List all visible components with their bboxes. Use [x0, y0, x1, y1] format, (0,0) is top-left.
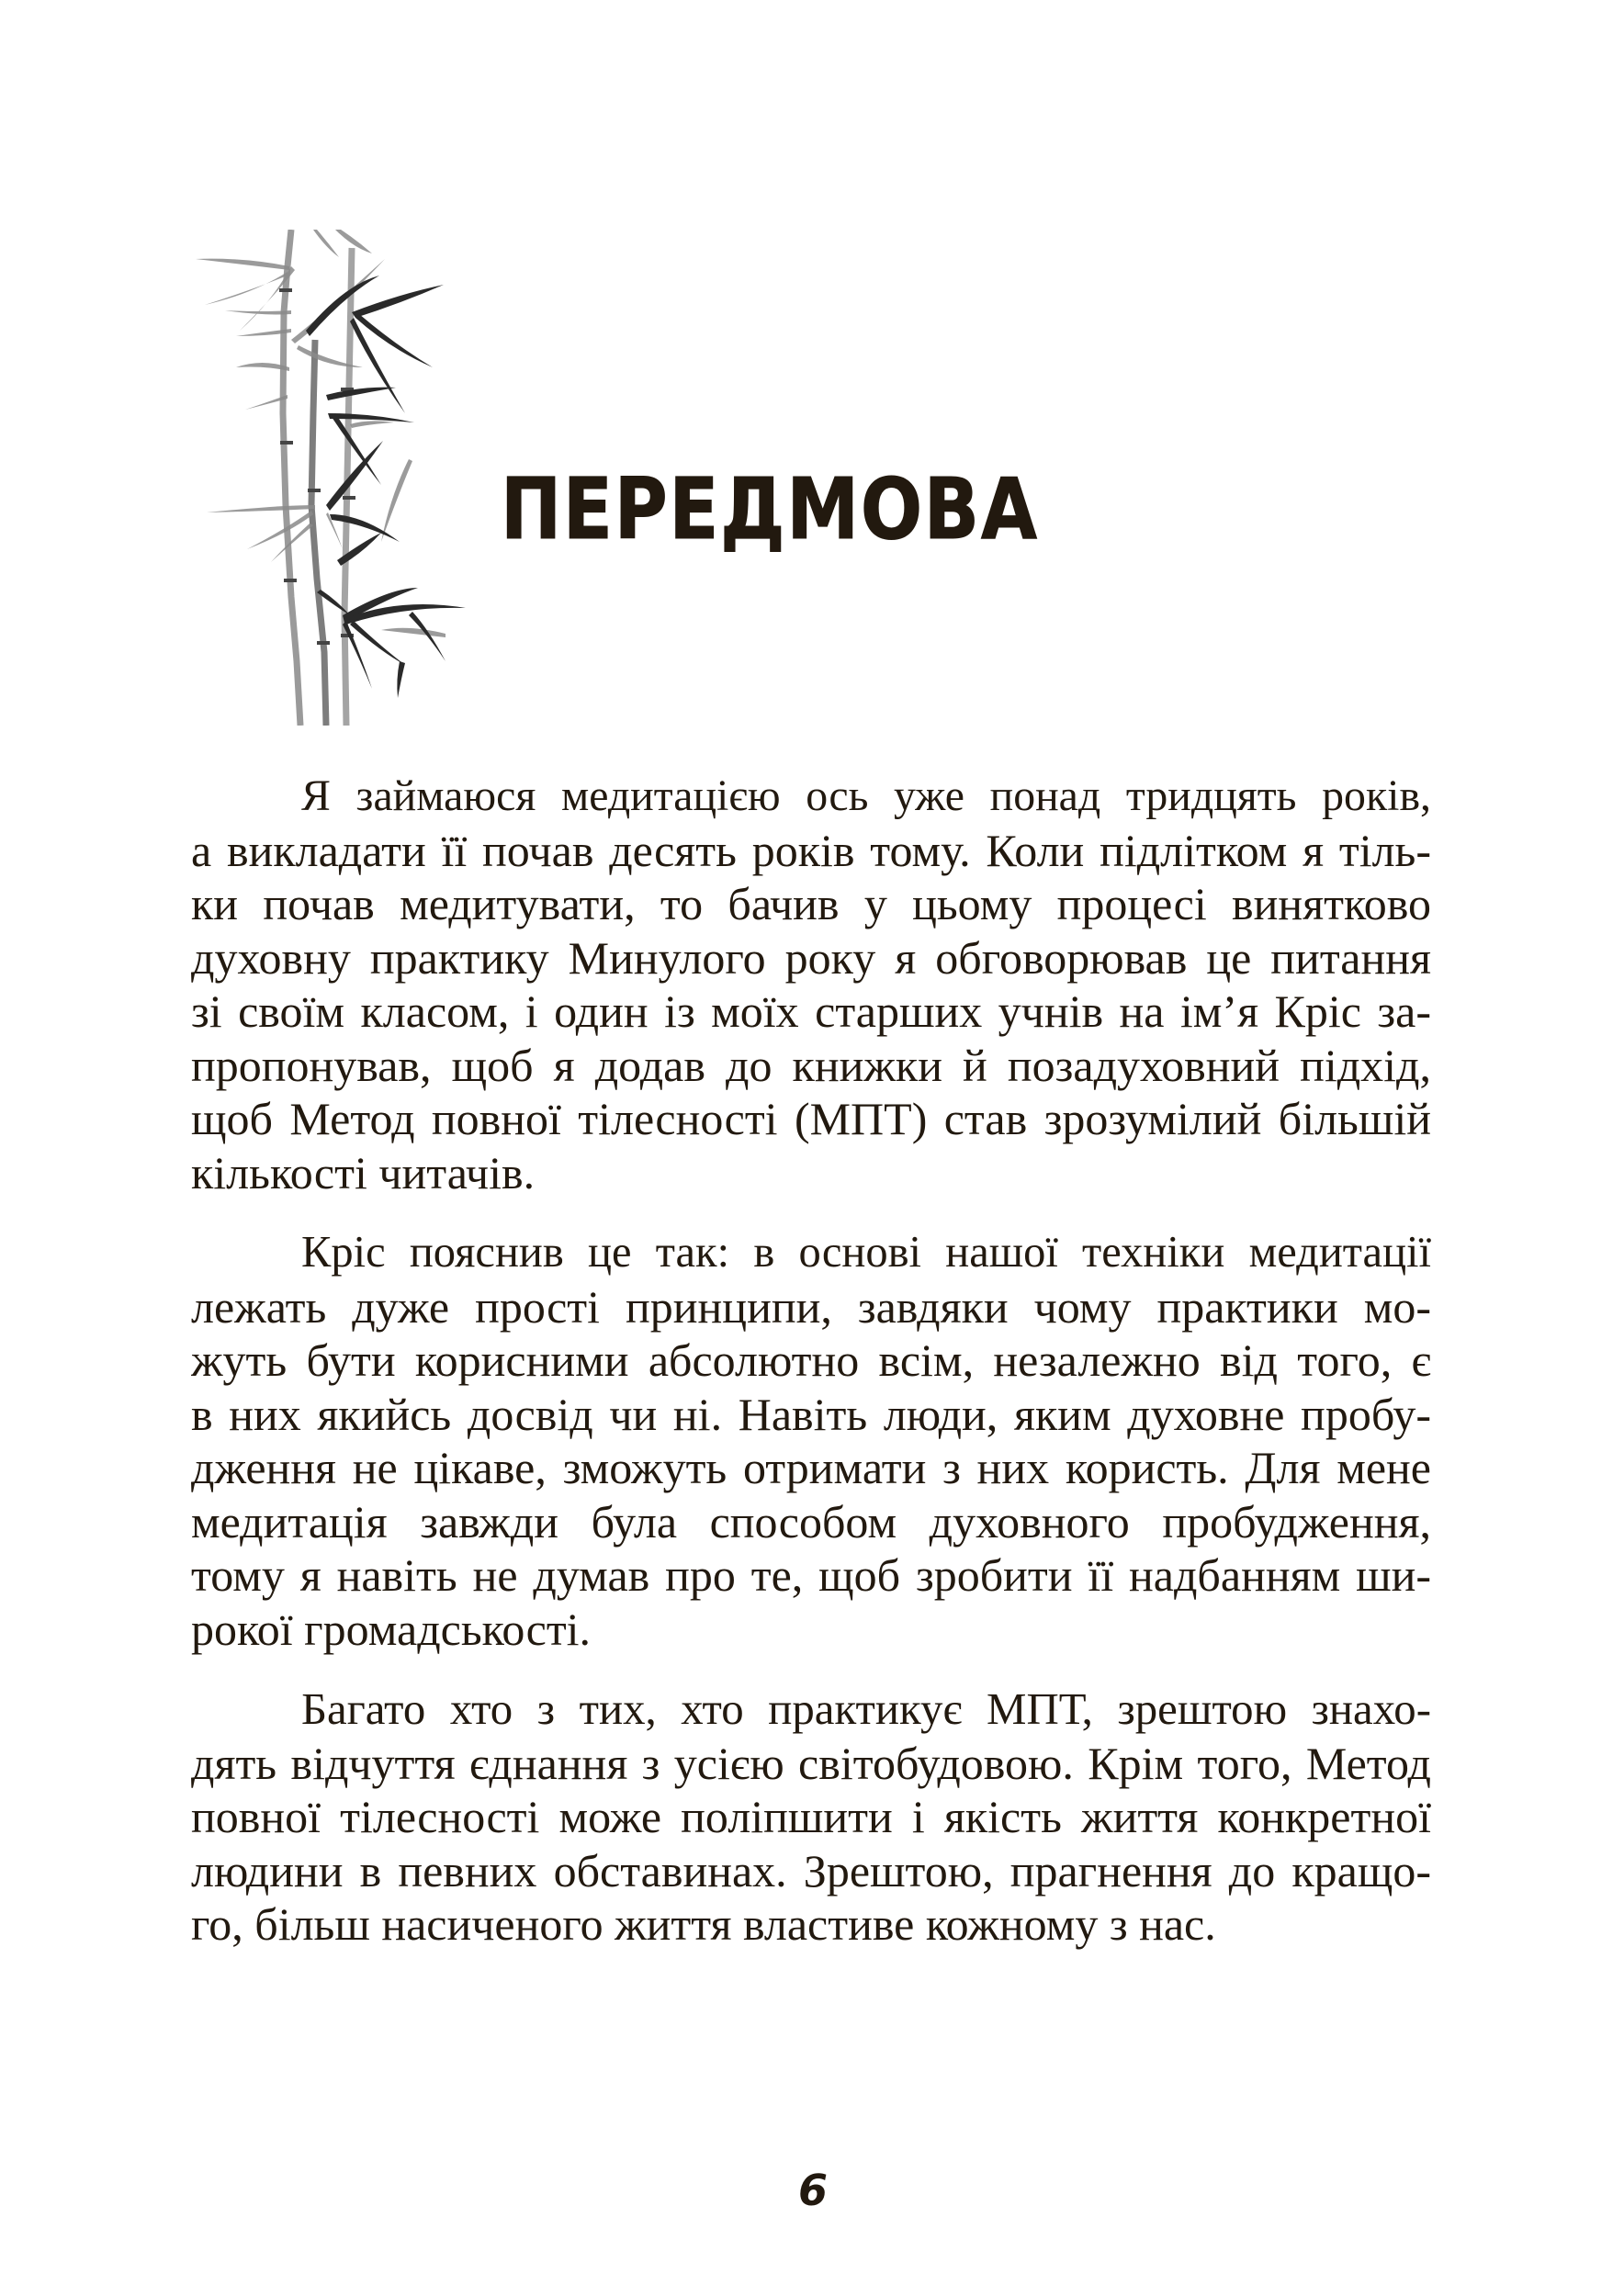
text-line: пропонував, щоб я додав до книжки й позадуховний підхід,	[191, 1039, 1431, 1091]
bamboo-leaves-icon	[196, 230, 466, 698]
text-line: зі своїм класом, і один із моїх старших учнів на ім’я Кріс за-	[191, 985, 1431, 1037]
body-text	[191, 770, 1431, 1978]
text-line: дять відчуття єднання з усією світобудовою. Крім того, Метод	[191, 1737, 1431, 1789]
text-line: а викладати її почав десять років тому. Коли підлітком я тіль-	[191, 824, 1431, 876]
paragraph-2	[191, 1226, 1431, 1656]
text-line: повної тілесності може поліпшити і якість життя конкретної	[191, 1791, 1431, 1842]
page-title: ПЕРЕДМОВА	[501, 460, 1039, 558]
text-line: в них якийсь досвід чи ні. Навіть люди, яким духовне пробу-	[191, 1388, 1431, 1440]
text-line: дження не цікаве, зможуть отримати з них користь. Для мене	[191, 1442, 1431, 1493]
text-line: кількості читачів.	[191, 1146, 536, 1199]
text-line: Я займаюся медитацією ось уже понад тридцять років,	[301, 771, 1431, 820]
text-line: лежать дуже прості принципи, завдяки чому практики мо-	[191, 1280, 1431, 1333]
text-line: медитація завжди була способом духовного пробудження,	[191, 1495, 1431, 1548]
bamboo-stems-icon	[279, 230, 355, 726]
text-line: духовну практику Минулого року я обговорював це питання	[191, 931, 1431, 984]
text-line: тому я навіть не думав про те, щоб зробити її надбанням ши-	[191, 1549, 1431, 1601]
text-line: ки почав медитувати, то бачив у цьому процесі винятково	[191, 878, 1431, 929]
paragraph-1	[191, 770, 1431, 1199]
text-line: Багато хто з тих, хто практикує МПТ, зрештою знахо-	[301, 1683, 1431, 1734]
text-line: щоб Метод повної тілесності (МПТ) став зрозумілий більшій	[191, 1093, 1431, 1144]
bamboo-illustration	[188, 230, 482, 726]
text-line: людини в певних обставинах. Зрештою, прагнення до кращо-	[191, 1844, 1431, 1896]
page-number: 6	[797, 2166, 828, 2215]
paragraph-3	[191, 1683, 1431, 1952]
text-line: жуть бути корисними абсолютно всім, незалежно від того, є	[191, 1334, 1431, 1386]
text-line: го, більш насиченого життя властиве кожному з нас.	[191, 1898, 1216, 1950]
text-line: Кріс пояснив це так: в основі нашої техніки медитації	[301, 1228, 1431, 1277]
text-line: рокої громадськості.	[191, 1603, 592, 1655]
